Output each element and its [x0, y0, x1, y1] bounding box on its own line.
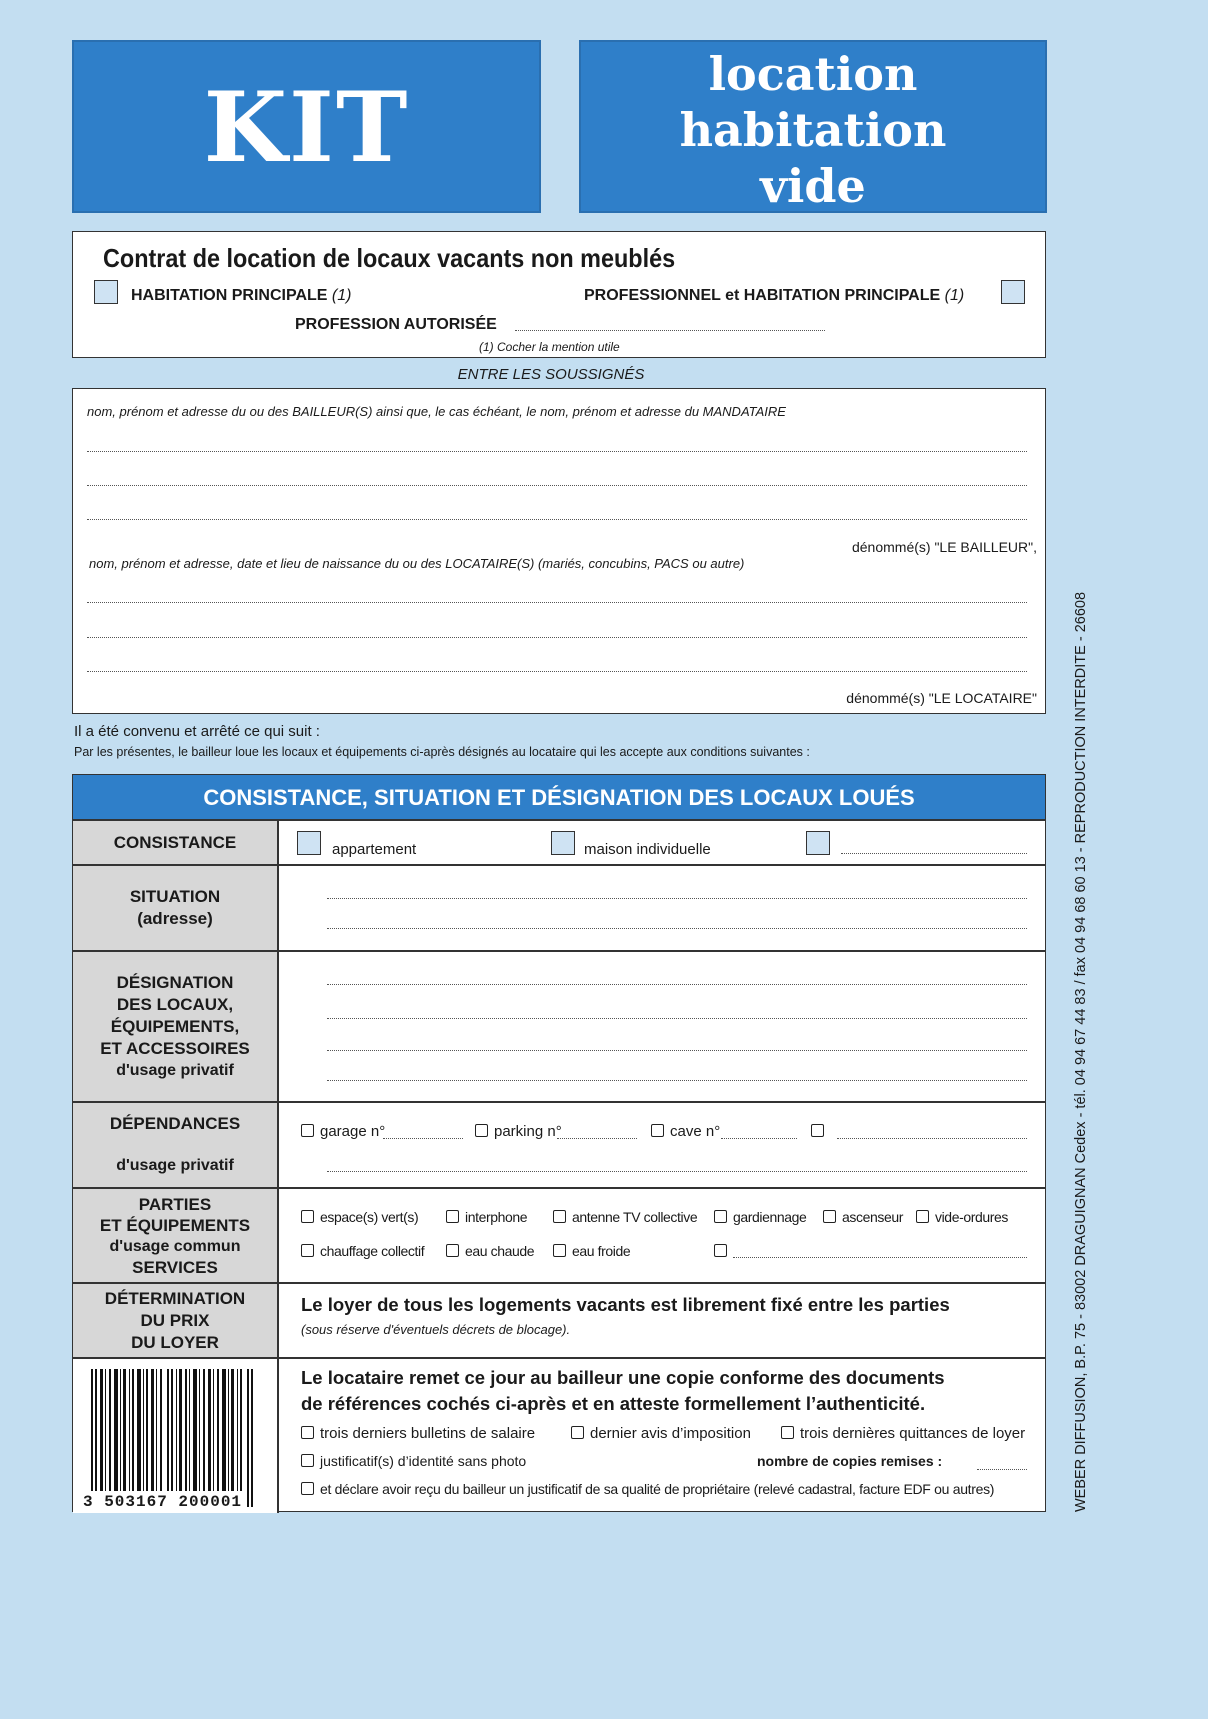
loyer-label: DÉTERMINATION DU PRIX DU LOYER	[73, 1284, 279, 1357]
maison-individuelle-label: maison individuelle	[584, 841, 711, 858]
appartement-label: appartement	[332, 841, 417, 858]
ascenseur-checkbox[interactable]	[823, 1210, 836, 1223]
quittances-loyer-option[interactable]: trois dernières quittances de loyer	[781, 1425, 1025, 1442]
locataire-line-2[interactable]	[87, 637, 1027, 638]
loyer-cell	[279, 1284, 1045, 1357]
ascenseur-option[interactable]: ascenseur	[823, 1209, 903, 1225]
kit-title: KIT	[203, 71, 410, 184]
title-line-1: location	[708, 47, 918, 101]
vide-ordures-checkbox[interactable]	[916, 1210, 929, 1223]
parties-communes-cell	[279, 1189, 1045, 1282]
professionnel-label: PROFESSIONNEL et HABITATION PRINCIPALE (1)	[584, 287, 965, 304]
title-line-2: habitation	[679, 103, 947, 157]
bailleur-prompt: nom, prénom et adresse du ou des BAILLEUR(S) ainsi que, le cas échéant, le nom, prénom et adresse du MANDATAIRE	[87, 404, 786, 419]
dependances-row	[73, 1101, 1045, 1187]
kit-banner	[72, 40, 541, 213]
antenne-tv-option[interactable]: antenne TV collective	[553, 1209, 697, 1225]
espaces-verts-option[interactable]: espace(s) vert(s)	[301, 1209, 418, 1225]
situation-line-2[interactable]	[327, 928, 1027, 929]
quittances-loyer-checkbox[interactable]	[781, 1426, 794, 1439]
designation-line-1[interactable]	[327, 984, 1027, 985]
document-title-banner	[579, 40, 1047, 213]
justificatif-identite-option[interactable]: justificatif(s) d’identité sans photo	[301, 1453, 526, 1469]
cave-number-field[interactable]	[721, 1138, 797, 1139]
designation-label: DÉSIGNATION DES LOCAUX, ÉQUIPEMENTS, ET ACCESSOIRES d'usage privatif	[73, 952, 279, 1101]
entre-les-soussignes: ENTRE LES SOUSSIGNÉS	[457, 366, 645, 383]
references-line-2: de références cochés ci-après et en atteste formellement l’authenticité.	[301, 1393, 926, 1414]
interphone-option[interactable]: interphone	[446, 1209, 527, 1225]
maison-individuelle-checkbox[interactable]	[551, 831, 575, 855]
other-service-checkbox[interactable]	[714, 1244, 727, 1257]
designation-line-4[interactable]	[327, 1080, 1027, 1081]
cave-checkbox[interactable]	[651, 1124, 664, 1137]
bulletins-salaire-option[interactable]: trois derniers bulletins de salaire	[301, 1425, 535, 1442]
references-line-1: Le locataire remet ce jour au bailleur une copie conforme des documents	[301, 1367, 945, 1388]
parties-communes-label: PARTIES ET ÉQUIPEMENTS d'usage commun SERVICES	[73, 1189, 279, 1282]
parties-section	[72, 388, 1046, 714]
dependances-label: DÉPENDANCES d'usage privatif	[73, 1103, 279, 1187]
designation-line-2[interactable]	[327, 1018, 1027, 1019]
barcode-icon	[83, 1369, 263, 1507]
loyer-row	[73, 1282, 1045, 1357]
profession-autorisee-label: PROFESSION AUTORISÉE	[295, 316, 497, 333]
footnote: (1) Cocher la mention utile	[479, 340, 620, 354]
contract-title: Contrat de location de locaux vacants non meublés	[103, 243, 676, 273]
other-consistance-checkbox[interactable]	[806, 831, 830, 855]
justificatif-identite-checkbox[interactable]	[301, 1454, 314, 1467]
bailleur-line-1[interactable]	[87, 451, 1027, 452]
dependances-line-2[interactable]	[327, 1171, 1027, 1172]
consistance-cell	[279, 821, 1045, 864]
designation-row	[73, 950, 1045, 1101]
chauffage-collectif-checkbox[interactable]	[301, 1244, 314, 1257]
parties-communes-row	[73, 1187, 1045, 1282]
justificatif-proprietaire-option[interactable]: et déclare avoir reçu du bailleur un justificatif de sa qualité de propriétaire (relevé cadastral, facture EDF ou autres)	[301, 1481, 994, 1497]
copies-label: nombre de copies remises :	[757, 1453, 943, 1469]
garage-option[interactable]: garage n°	[301, 1123, 385, 1140]
situation-label: SITUATION (adresse)	[73, 866, 279, 950]
vide-ordures-option[interactable]: vide-ordures	[916, 1209, 1008, 1225]
avis-imposition-option[interactable]: dernier avis d’imposition	[571, 1425, 751, 1442]
bulletins-salaire-checkbox[interactable]	[301, 1426, 314, 1439]
parking-checkbox[interactable]	[475, 1124, 488, 1137]
avis-imposition-checkbox[interactable]	[571, 1426, 584, 1439]
bailleur-line-2[interactable]	[87, 485, 1027, 486]
consistance-label: CONSISTANCE	[73, 821, 279, 864]
publisher-side-text: WEBER DIFFUSION, B.P. 75 - 83002 DRAGUIGNAN Cedex - tél. 04 94 67 44 83 / fax 04 94 68 60 13 - REPRODUCTION INTERDITE - 26608	[1073, 591, 1089, 1512]
other-dependance-checkbox[interactable]	[811, 1124, 824, 1137]
habitation-principale-label: HABITATION PRINCIPALE (1)	[131, 287, 352, 304]
title-line-3: vide	[760, 159, 866, 213]
references-cell	[279, 1359, 1045, 1513]
other-service-field[interactable]	[733, 1257, 1027, 1258]
locaux-table	[72, 774, 1046, 1512]
locataire-line-1[interactable]	[87, 602, 1027, 603]
espaces-verts-checkbox[interactable]	[301, 1210, 314, 1223]
bailleur-denomination: dénommé(s) "LE BAILLEUR",	[851, 539, 1037, 555]
habitation-principale-checkbox[interactable]	[94, 280, 118, 304]
loyer-statement: Le loyer de tous les logements vacants est librement fixé entre les parties	[301, 1294, 950, 1315]
appartement-checkbox[interactable]	[297, 831, 321, 855]
designation-cell	[279, 952, 1045, 1101]
barcode-number: 3 503167 200001	[83, 1493, 243, 1511]
dependances-cell	[279, 1103, 1045, 1187]
chauffage-collectif-option[interactable]: chauffage collectif	[301, 1243, 424, 1259]
situation-row	[73, 864, 1045, 950]
presentes-text: Par les présentes, le bailleur loue les locaux et équipements ci-après désignés au locataire qui les accepte aux conditions suivantes :	[74, 745, 810, 759]
locataire-line-3[interactable]	[87, 671, 1027, 672]
justificatif-proprietaire-checkbox[interactable]	[301, 1482, 314, 1495]
eau-chaude-checkbox[interactable]	[446, 1244, 459, 1257]
eau-chaude-option[interactable]: eau chaude	[446, 1243, 534, 1259]
antenne-tv-checkbox[interactable]	[553, 1210, 566, 1223]
garage-number-field[interactable]	[383, 1138, 463, 1139]
professionnel-checkbox[interactable]	[1001, 280, 1025, 304]
table-heading: CONSISTANCE, SITUATION ET DÉSIGNATION DES LOCAUX LOUÉS	[73, 775, 1045, 819]
copies-field[interactable]	[977, 1469, 1027, 1470]
designation-line-3[interactable]	[327, 1050, 1027, 1051]
references-row	[73, 1357, 1045, 1513]
other-service-option[interactable]	[714, 1243, 733, 1259]
parking-number-field[interactable]	[557, 1138, 637, 1139]
barcode-area	[73, 1359, 279, 1513]
bailleur-line-3[interactable]	[87, 519, 1027, 520]
consistance-row	[73, 819, 1045, 864]
gardiennage-option[interactable]: gardiennage	[714, 1209, 806, 1225]
loyer-note: (sous réserve d'éventuels décrets de blocage).	[301, 1322, 571, 1337]
garage-checkbox[interactable]	[301, 1124, 314, 1137]
other-consistance-field[interactable]	[841, 853, 1027, 854]
eau-froide-option[interactable]: eau froide	[553, 1243, 630, 1259]
convenu-text: Il a été convenu et arrêté ce qui suit :	[74, 723, 320, 740]
eau-froide-checkbox[interactable]	[553, 1244, 566, 1257]
other-dependance-field[interactable]	[837, 1138, 1027, 1139]
profession-autorisee-field[interactable]	[515, 330, 825, 331]
other-dependance-option[interactable]	[811, 1123, 830, 1140]
situation-line-1[interactable]	[327, 898, 1027, 899]
interphone-checkbox[interactable]	[446, 1210, 459, 1223]
locataire-prompt: nom, prénom et adresse, date et lieu de naissance du ou des LOCATAIRE(S) (mariés, concubins, PACS ou autre)	[89, 556, 745, 571]
locataire-denomination: dénommé(s) "LE LOCATAIRE"	[846, 690, 1037, 706]
parking-option[interactable]: parking n°	[475, 1123, 562, 1140]
cave-option[interactable]: cave n°	[651, 1123, 720, 1140]
situation-cell	[279, 866, 1045, 950]
contract-type-section	[72, 231, 1046, 358]
gardiennage-checkbox[interactable]	[714, 1210, 727, 1223]
